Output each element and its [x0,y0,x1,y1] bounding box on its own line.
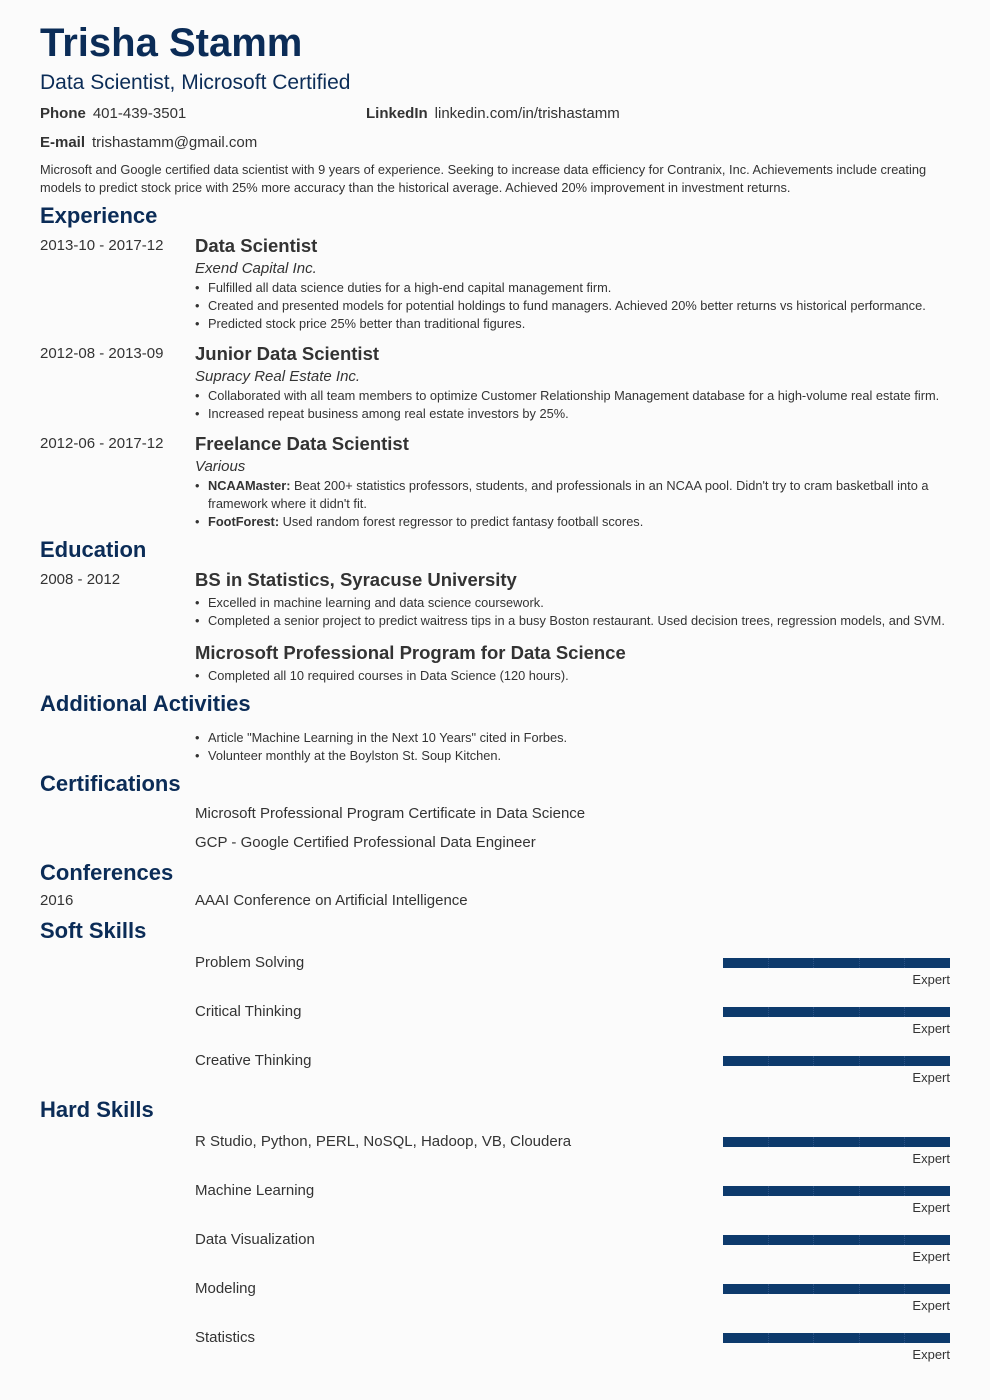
skill-meter [723,1327,950,1368]
skill-level-label: Expert [912,1151,950,1166]
education-heading: Education [40,537,147,562]
skill-segment [905,1056,950,1066]
skill-entry [40,1050,950,1091]
conferences-heading: Conferences [40,860,174,885]
contact-linkedin [366,105,950,123]
skill-segment [723,1333,769,1343]
entry-company: Supracy Real Estate Inc. [195,368,361,385]
skill-segment [814,1007,860,1017]
bullet-text: Increased repeat business among real estate investors by 25%. [208,406,569,421]
skill-level-label: Expert [912,1021,950,1036]
summary: Microsoft and Google certified data scientist with 9 years of experience. Seeking to increase data efficiency for Contranix, Inc. Achievements include creating models to predict stock price with 25% more accuracy than the historical average. Achieved 20% improvement in investment returns. [40,162,927,195]
skill-segment [769,1137,815,1147]
skill-level-label: Expert [912,972,950,987]
skill-segment [860,1056,906,1066]
skill-name: Modeling [195,1280,256,1297]
skill-segment [905,1235,950,1245]
entry-body [195,433,950,531]
skill-segment [860,1333,906,1343]
activities-heading: Additional Activities [40,691,251,716]
entry-date: 2013-10 - 2017-12 [40,237,164,254]
entry-title: Junior Data Scientist [195,343,380,364]
skill-segment [723,1137,769,1147]
experience-entry [40,433,950,531]
entry-bullets [195,477,950,531]
contact-label: E-mail [40,134,86,151]
bullet-text: Fulfilled all data science duties for a high-end capital management firm. [208,280,612,295]
skill-segment [905,1007,950,1017]
skill-level-bar [723,1284,950,1294]
entry-body [195,235,950,333]
skill-entry [40,1180,950,1221]
skill-segment [723,1284,769,1294]
skill-segment [723,1186,769,1196]
entry-title: Microsoft Professional Program for Data Science [195,642,626,663]
skill-segment [723,1056,769,1066]
skill-level-bar [723,1333,950,1343]
bullet-text: Created and presented models for potential holdings to fund managers. Achieved 20% better returns vs historical performance. [208,298,926,313]
contact-value[interactable]: trishastamm@gmail.com [92,134,258,151]
entry-bullets [195,594,950,630]
bullet [195,405,950,423]
skill-entry [40,952,950,993]
bullet [195,387,950,405]
certification-name: Microsoft Professional Program Certificate in Data Science [195,805,586,822]
skill-segment [769,1007,815,1017]
conference-date: 2016 [40,892,74,909]
certification-entry [40,803,950,825]
entry-title: Freelance Data Scientist [195,433,409,454]
candidate-subtitle: Data Scientist, Microsoft Certified [40,71,351,94]
skill-level-bar [723,1007,950,1017]
contact-email [40,134,366,152]
bullet-text: Predicted stock price 25% better than traditional figures. [208,316,526,331]
skill-name: R Studio, Python, PERL, NoSQL, Hadoop, VB, Cloudera [195,1133,572,1150]
contact-phone [40,105,366,123]
skill-segment [723,1235,769,1245]
entry-date: 2008 - 2012 [40,571,121,588]
bullet [195,477,950,513]
skill-level-bar [723,1235,950,1245]
entry-bullets [195,279,950,333]
skill-entry [40,1131,950,1172]
skill-meter [723,1001,950,1042]
skill-segment [905,1333,950,1343]
skill-segment [769,1235,815,1245]
entry-bullets [195,667,950,685]
skill-segment [860,1007,906,1017]
skill-segment [814,1186,860,1196]
bullet-bold: NCAAMaster: [208,478,291,493]
entry-title: Data Scientist [195,235,318,256]
contact-label: Phone [40,105,86,122]
skill-level-bar [723,958,950,968]
hard-skills-heading: Hard Skills [40,1097,154,1122]
bullet-bold: FootForest: [208,514,280,529]
skill-segment [905,1137,950,1147]
contact-value: 401-439-3501 [92,105,187,122]
skill-segment [860,958,906,968]
activity-bullets [195,729,950,765]
skill-meter [723,1229,950,1270]
entry-date: 2012-06 - 2017-12 [40,435,164,452]
experience-entry [40,343,950,423]
skill-segment [905,1186,950,1196]
skill-entry [40,1278,950,1319]
entry-body [195,343,950,423]
bullet: • Article "Machine Learning in the Next 10 Years" cited in Forbes. [195,729,950,747]
skill-level-bar [723,1056,950,1066]
skill-level-label: Expert [912,1249,950,1264]
skill-name: Data Visualization [195,1231,315,1248]
entry-title: BS in Statistics, Syracuse University [195,569,517,590]
skill-meter [723,1131,950,1172]
bullet [195,297,950,315]
entry-body [195,642,950,685]
skill-name: Statistics [195,1329,256,1346]
bullet [195,315,950,333]
entry-company: Exend Capital Inc. [195,260,317,277]
skill-segment [769,1284,815,1294]
skill-segment [769,1333,815,1343]
entry-date: 2012-08 - 2013-09 [40,345,164,362]
skill-level-bar [723,1137,950,1147]
skill-segment [860,1186,906,1196]
resume [40,22,950,1368]
activities-entry [40,729,950,765]
skill-level-label: Expert [912,1298,950,1313]
soft-skills-heading: Soft Skills [40,918,147,943]
bullet-text: Used random forest regressor to predict fantasy football scores. [279,514,644,529]
skill-meter [723,952,950,993]
bullet [195,279,950,297]
skill-entry [40,1327,950,1368]
entry-company: Various [195,458,246,475]
skill-name: Problem Solving [195,954,305,971]
certification-name: GCP - Google Certified Professional Data Engineer [195,834,536,851]
skill-segment [860,1284,906,1294]
skill-segment [769,1056,815,1066]
entry-date [40,832,195,854]
skill-segment [860,1235,906,1245]
skill-meter [723,1050,950,1091]
skill-segment [723,1007,769,1017]
certifications-heading: Certifications [40,771,181,796]
skill-entry [40,1001,950,1042]
skill-segment [905,1284,950,1294]
skill-segment [905,958,950,968]
skill-meter [723,1180,950,1221]
skill-segment [814,1137,860,1147]
skill-level-label: Expert [912,1070,950,1085]
skill-entry [40,1229,950,1270]
education-entry [40,642,950,685]
contact-label: LinkedIn [366,105,428,122]
skill-segment [814,1284,860,1294]
skill-level-label: Expert [912,1347,950,1362]
skill-name: Creative Thinking [195,1052,312,1069]
experience-entry [40,235,950,333]
skill-segment [814,1056,860,1066]
contact-info [40,105,950,152]
entry-date [40,803,195,825]
skill-segment [814,958,860,968]
bullet [195,513,950,531]
bullet: • Volunteer monthly at the Boylston St. Soup Kitchen. [195,747,950,765]
entry-bullets [195,387,950,423]
bullet: • Completed a senior project to predict waitress tips in a busy Boston restaurant. Used decision trees, regression models, and SVM. [195,612,950,630]
candidate-name: Trisha Stamm [40,21,303,65]
bullet-text: Collaborated with all team members to optimize Customer Relationship Management database for a high-volume real estate firm. [208,388,940,403]
skill-segment [814,1235,860,1245]
bullet: • Excelled in machine learning and data science coursework. [195,594,950,612]
education-entry [40,569,950,630]
bullet-text: Beat 200+ statistics professors, students, and professionals in an NCAA pool. Didn't try to cram basketball into a framework where it didn't fit. [208,478,929,511]
contact-value[interactable]: linkedin.com/in/trishastamm [434,105,620,122]
conference-name: AAAI Conference on Artificial Intelligence [195,892,468,909]
skill-segment [723,958,769,968]
skill-level-label: Expert [912,1200,950,1215]
skill-name: Critical Thinking [195,1003,302,1020]
entry-date [40,729,195,765]
conference-entry [40,890,950,912]
skill-level-bar [723,1186,950,1196]
skill-segment [769,958,815,968]
skill-meter [723,1278,950,1319]
certification-entry [40,832,950,854]
entry-body [195,569,950,630]
skill-segment [860,1137,906,1147]
bullet: • Completed all 10 required courses in Data Science (120 hours). [195,667,950,685]
experience-heading: Experience [40,203,158,228]
skill-segment [814,1333,860,1343]
entry-date [40,642,195,685]
skill-segment [769,1186,815,1196]
skill-name: Machine Learning [195,1182,315,1199]
